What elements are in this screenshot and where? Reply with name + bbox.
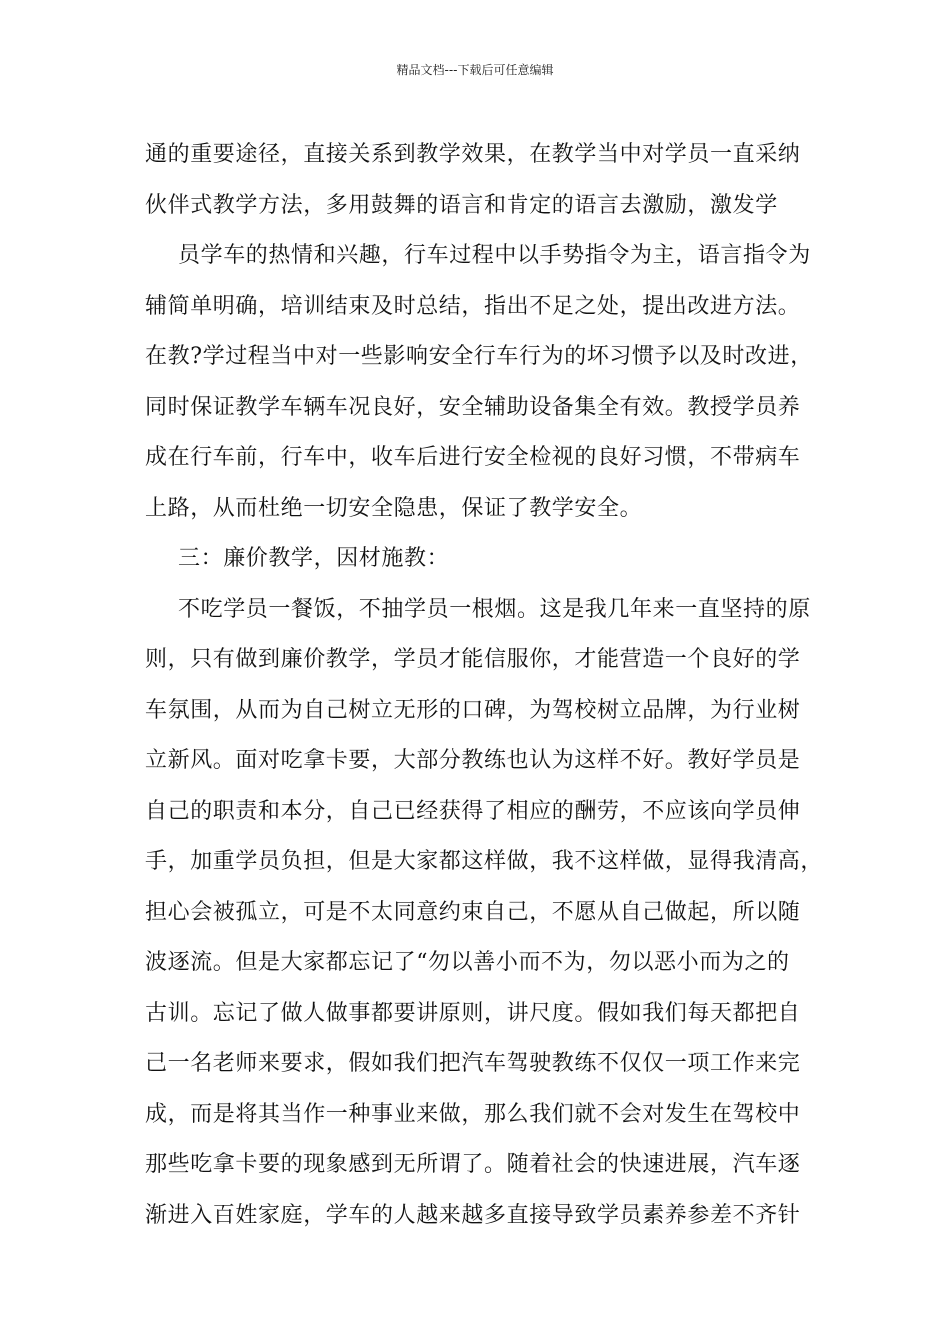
text-line: 通的重要途径，直接关系到教学效果，在教学当中对学员一直采纳 [145,142,801,167]
text-line: 则，只有做到廉价教学，学员才能信服你，才能营造一个良好的学 [145,647,801,672]
text-line: 自己的职责和本分，自己已经获得了相应的酬劳，不应该向学员伸 [145,798,801,824]
text-line: 己一名老师来要求，假如我们把汽车驾驶教练不仅仅一项工作来完 [145,1051,801,1076]
text-line: 立新风。面对吃拿卡要，大部分教练也认为这样不好。教好学员是 [145,748,801,773]
section-heading: 三：廉价教学，因材施教： [178,546,450,571]
text-line: 上路，从而杜绝一切安全隐患，保证了教学安全。 [145,495,643,521]
text-line: 员学车的热情和兴趣，行车过程中以手势指令为主，语言指令为 [178,243,811,268]
text-line: 不吃学员一餐饭，不抽学员一根烟。这是我几年来一直坚持的原 [178,596,811,622]
text-line: 在教?学过程当中对一些影响安全行车行为的坏习惯予以及时改进， [145,344,813,369]
text-line: 渐进入百姓家庭，学车的人越来越多直接导致学员素养参差不齐针 [145,1202,801,1228]
page-header: 精品文档---下载后可任意编辑 [396,63,554,77]
text-line: 成，而是将其当作一种事业来做，那么我们就不会对发生在驾校中 [145,1101,801,1127]
text-line: 担心会被孤立，可是不太同意约束自己，不愿从自己做起，所以随 [145,899,801,925]
text-line: 那些吃拿卡要的现象感到无所谓了。随着社会的快速进展，汽车逐 [145,1152,801,1177]
text-line: 伙伴式教学方法，多用鼓舞的语言和肯定的语言去激励，激发学 [145,192,778,218]
document-body [145,130,825,1241]
text-line: 波逐流。但是大家都忘记了“勿以善小而不为，勿以恶小而为之的 [145,950,790,975]
text-line: 手，加重学员负担，但是大家都这样做，我不这样做，显得我清高， [145,849,824,874]
text-line: 车氛围，从而为自己树立无形的口碑，为驾校树立品牌，为行业树 [145,697,801,723]
text-line: 古训。忘记了做人做事都要讲原则，讲尺度。假如我们每天都把自 [145,1000,801,1026]
text-line: 辅简单明确，培训结束及时总结，指出不足之处，提出改进方法。 [145,293,801,319]
text-line: 成在行车前，行车中，收车后进行安全检视的良好习惯，不带病车 [145,445,801,470]
text-line: 同时保证教学车辆车况良好，安全辅助设备集全有效。教授学员养 [145,394,801,420]
